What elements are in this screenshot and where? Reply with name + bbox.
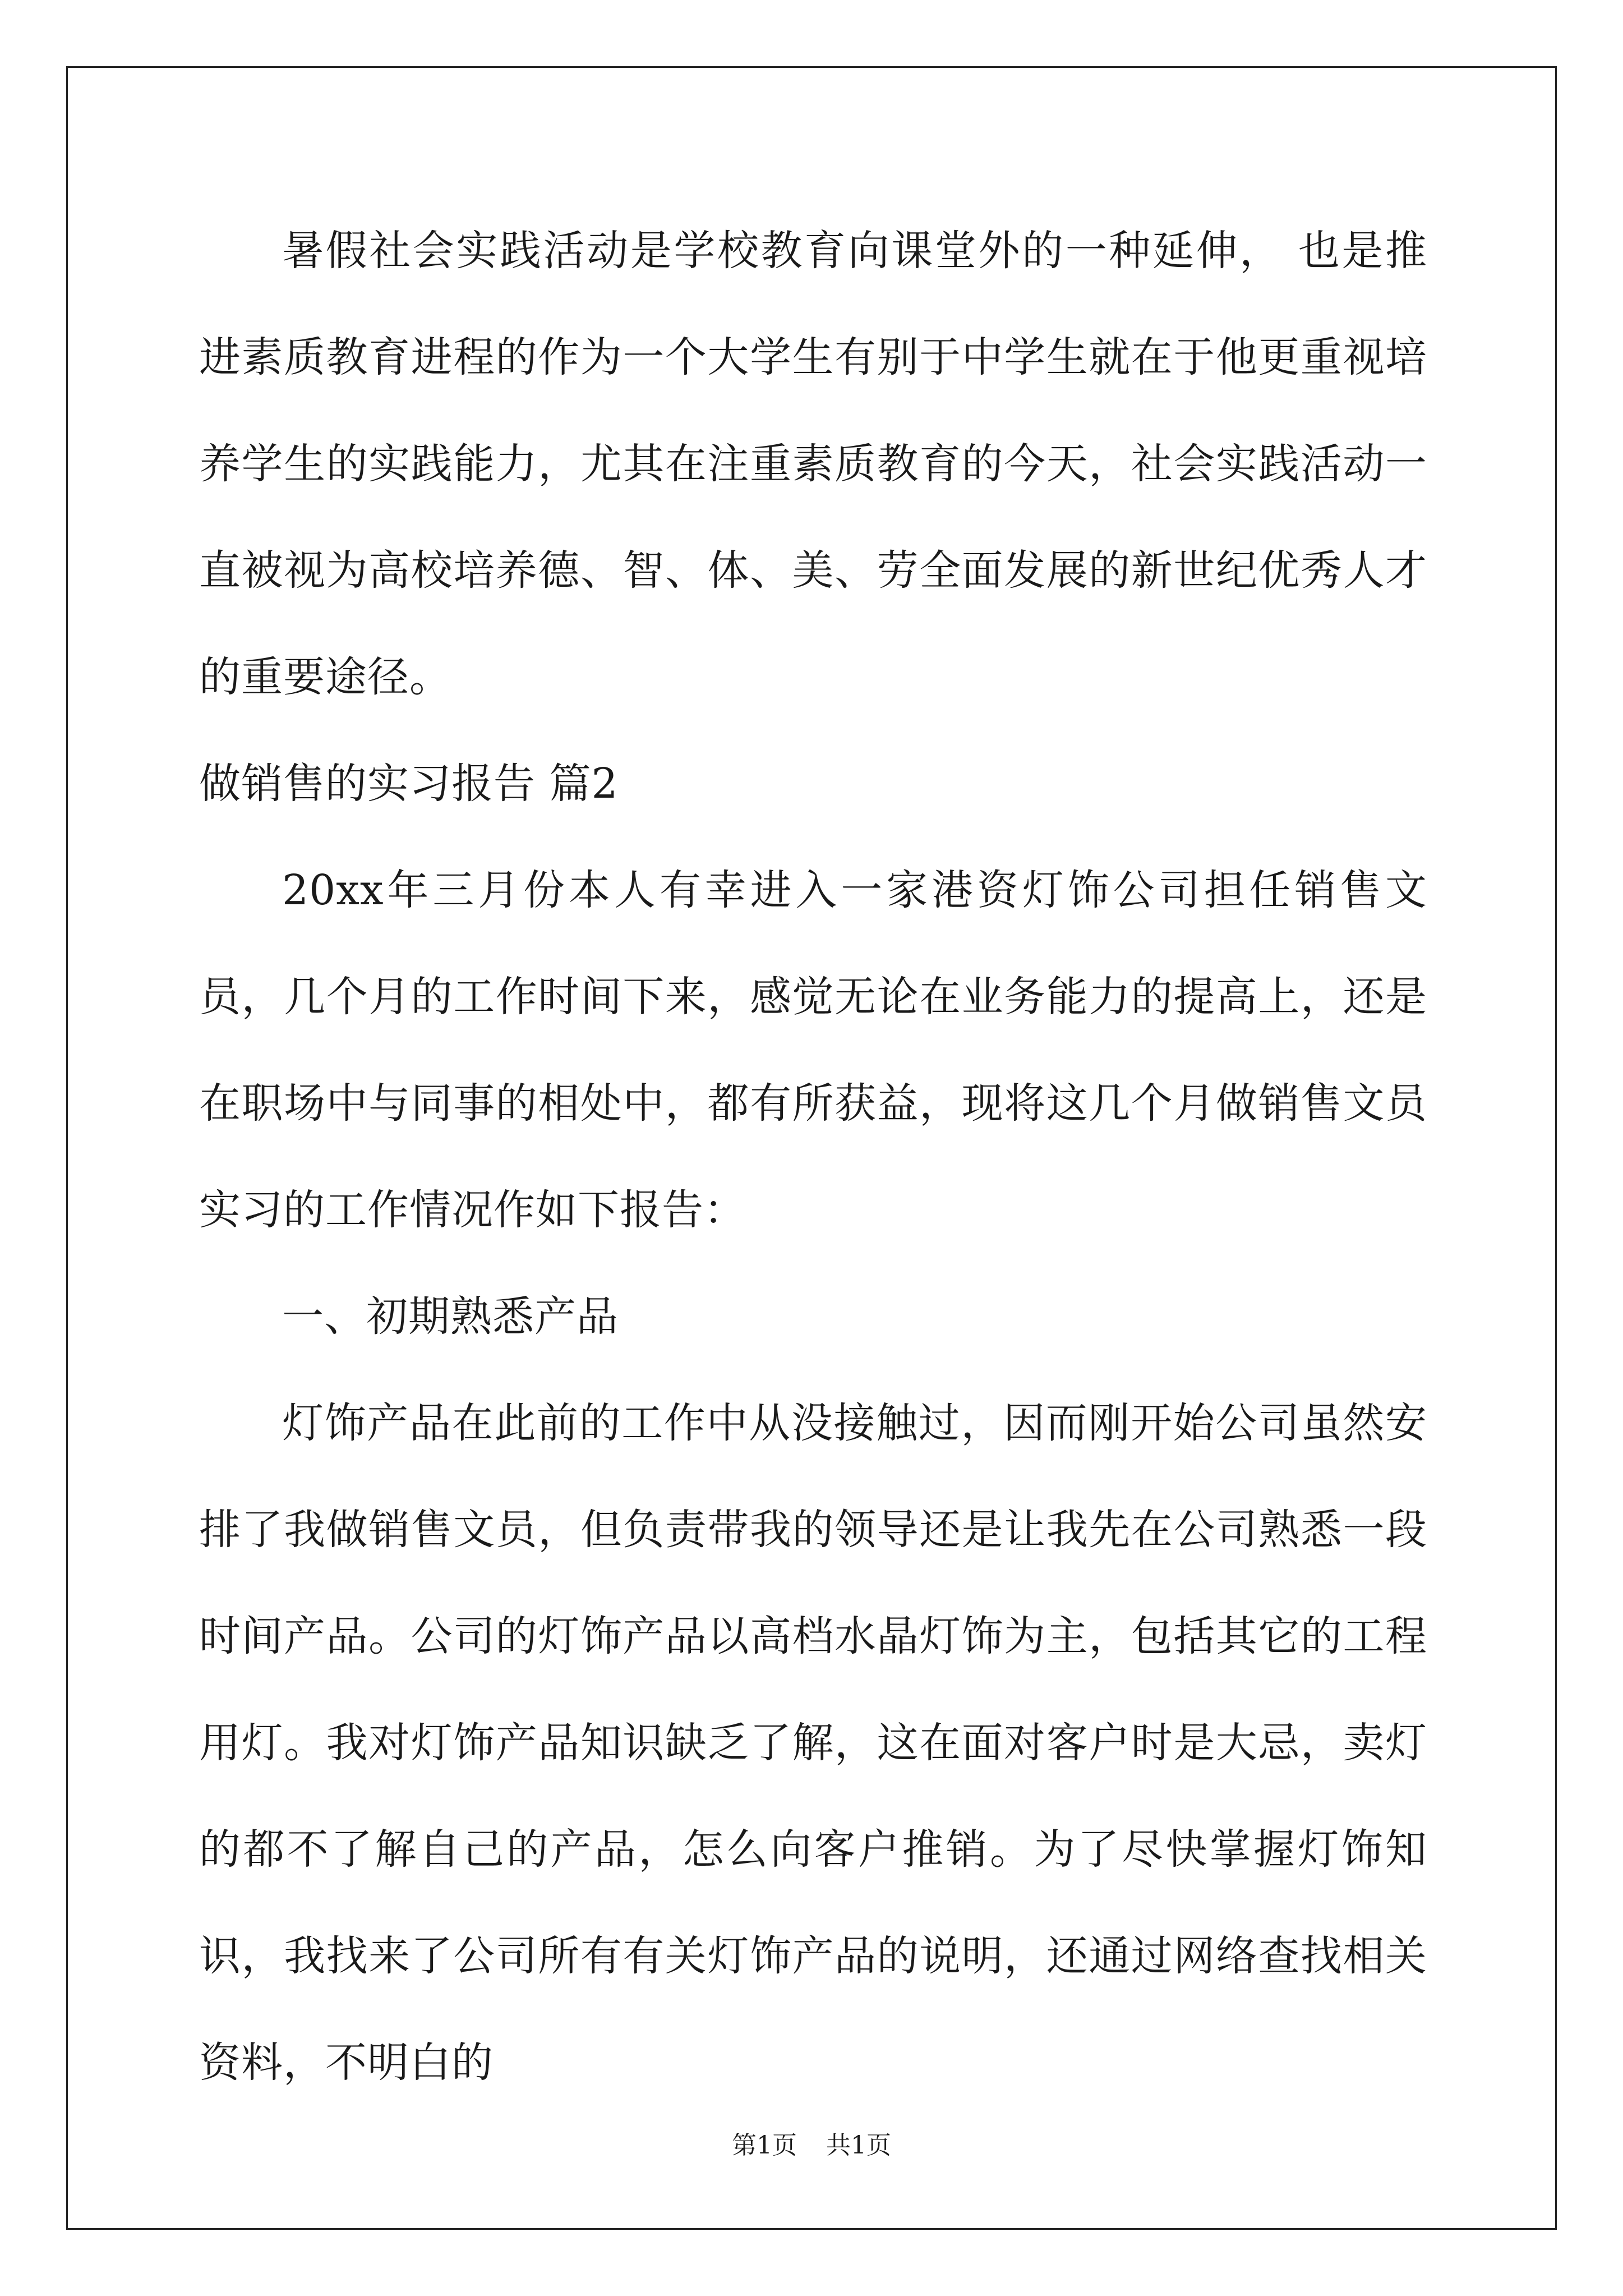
document-body	[199, 197, 1427, 2116]
paragraph-product-familiarization: 灯饰产品在此前的工作中从没接触过，因而刚开始公司虽然安排了我做销售文员，但负责带我的领导还是让我先在公司熟悉一段时间产品。公司的灯饰产品以高档水晶灯饰为主，包括其它的工程用灯。我对灯饰产品知识缺乏了解，这在面对客户时是大忌，卖灯的都不了解自己的产品，怎么向客户推销。为了尽快掌握灯饰知识，我找来了公司所有有关灯饰产品的说明，还通过网络查找相关资料，不明白的	[199, 1399, 1427, 2087]
paragraph-intro: 暑假社会实践活动是学校教育向课堂外的一种延伸， 也是推进素质教育进程的作为一个大学生有别于中学生就在于他更重视培养学生的实践能力，尤其在注重素质教育的今天，社会实践活动一直被视为高校培养德、智、体、美、劳全面发展的新世纪优秀人才的重要途径。	[199, 227, 1427, 701]
page-total: 共1页	[826, 2131, 891, 2160]
page-number: 第1页	[732, 2131, 797, 2160]
subsection-heading: 一、初期熟悉产品	[282, 1292, 619, 1341]
section-heading: 做销售的实习报告 篇2	[199, 760, 619, 808]
page-footer	[0, 2129, 1623, 2162]
paragraph-report-intro: 20xx年三月份本人有幸进入一家港资灯饰公司担任销售文员，几个月的工作时间下来，感觉无论在业务能力的提高上，还是在职场中与同事的相处中，都有所获益，现将这几个月做销售文员实习的工作情况作如下报告：	[199, 866, 1427, 1234]
